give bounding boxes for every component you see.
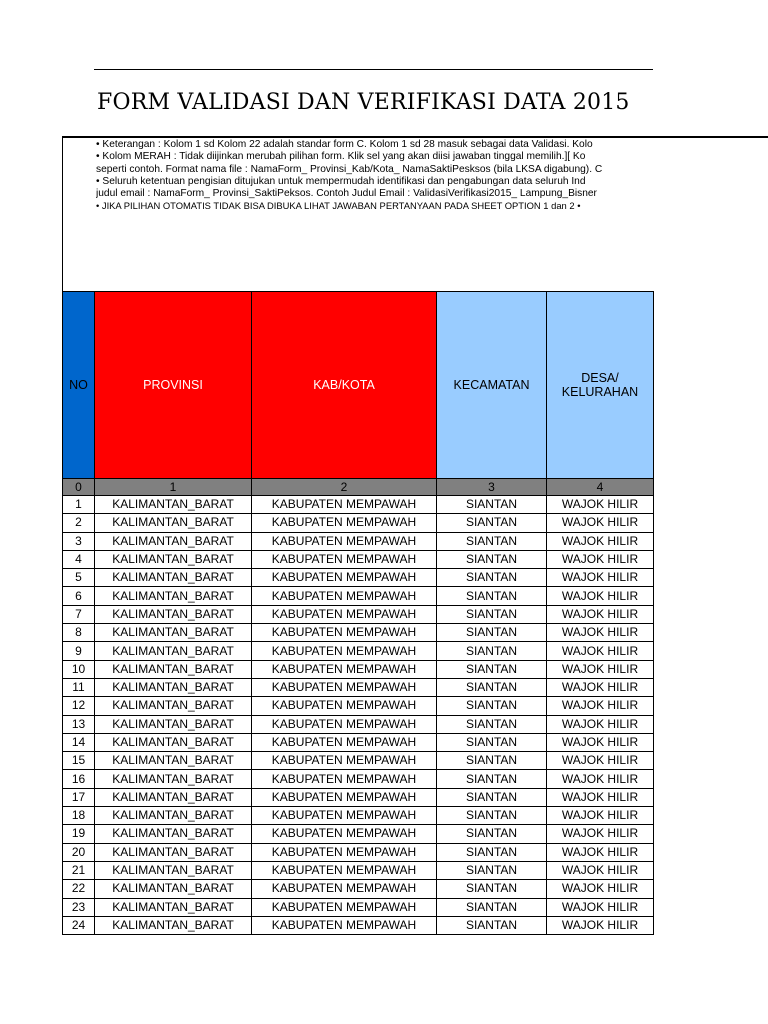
table-row bbox=[63, 642, 654, 660]
cell-kabkota[interactable]: KABUPATEN MEMPAWAH bbox=[252, 770, 437, 788]
notes-top-border bbox=[62, 136, 768, 138]
cell-provinsi[interactable]: KALIMANTAN_BARAT bbox=[95, 550, 252, 568]
cell-kecamatan[interactable]: SIANTAN bbox=[437, 843, 547, 861]
cell-desa[interactable]: WAJOK HILIR bbox=[547, 660, 654, 678]
cell-no[interactable]: 23 bbox=[63, 898, 95, 916]
cell-kabkota[interactable]: KABUPATEN MEMPAWAH bbox=[252, 496, 437, 514]
table-row bbox=[63, 660, 654, 678]
cell-provinsi[interactable]: KALIMANTAN_BARAT bbox=[95, 514, 252, 532]
cell-desa[interactable]: WAJOK HILIR bbox=[547, 569, 654, 587]
table-row bbox=[63, 697, 654, 715]
data-table bbox=[62, 291, 654, 935]
note-line: • Kolom MERAH : Tidak diijinkan merubah pilihan form. Klik sel yang akan diisi jawaban tinggal memilih.][ Ko bbox=[96, 151, 586, 163]
cell-no[interactable]: 24 bbox=[63, 916, 95, 934]
header-cell-kecamatan[interactable]: KECAMATAN bbox=[437, 292, 547, 479]
table-row bbox=[63, 733, 654, 751]
table-row bbox=[63, 843, 654, 861]
cell-kecamatan[interactable]: SIANTAN bbox=[437, 660, 547, 678]
cell-no[interactable]: 9 bbox=[63, 642, 95, 660]
table-row bbox=[63, 496, 654, 514]
note-line: • Seluruh ketentuan pengisian ditujukan untuk mempermudah identifikasi dan pengabungan data seluruh Ind bbox=[96, 175, 586, 187]
cell-kabkota[interactable]: KABUPATEN MEMPAWAH bbox=[252, 532, 437, 550]
cell-desa[interactable]: WAJOK HILIR bbox=[547, 916, 654, 934]
cell-no[interactable]: 1 bbox=[63, 496, 95, 514]
cell-provinsi[interactable]: KALIMANTAN_BARAT bbox=[95, 605, 252, 623]
cell-kecamatan[interactable]: SIANTAN bbox=[437, 788, 547, 806]
notes-block bbox=[96, 139, 768, 213]
cell-kecamatan[interactable]: SIANTAN bbox=[437, 733, 547, 751]
cell-desa[interactable]: WAJOK HILIR bbox=[547, 532, 654, 550]
header-cell-no[interactable]: NO bbox=[63, 292, 95, 479]
table-row bbox=[63, 752, 654, 770]
table-row bbox=[63, 825, 654, 843]
cell-desa[interactable]: WAJOK HILIR bbox=[547, 788, 654, 806]
cell-kabkota[interactable]: KABUPATEN MEMPAWAH bbox=[252, 569, 437, 587]
column-index-cell[interactable]: 0 bbox=[63, 479, 95, 496]
cell-provinsi[interactable]: KALIMANTAN_BARAT bbox=[95, 733, 252, 751]
notes-left-border bbox=[62, 136, 63, 292]
cell-kecamatan[interactable]: SIANTAN bbox=[437, 496, 547, 514]
cell-no[interactable]: 3 bbox=[63, 532, 95, 550]
cell-desa[interactable]: WAJOK HILIR bbox=[547, 807, 654, 825]
cell-desa[interactable]: WAJOK HILIR bbox=[547, 514, 654, 532]
table-row bbox=[63, 514, 654, 532]
cell-kecamatan[interactable]: SIANTAN bbox=[437, 880, 547, 898]
cell-provinsi[interactable]: KALIMANTAN_BARAT bbox=[95, 532, 252, 550]
cell-kabkota[interactable]: KABUPATEN MEMPAWAH bbox=[252, 825, 437, 843]
note-line: • Keterangan : Kolom 1 sd Kolom 22 adalah standar form C. Kolom 1 sd 28 masuk sebagai data Validasi. Kolo bbox=[96, 139, 593, 150]
cell-no[interactable]: 4 bbox=[63, 550, 95, 568]
cell-no[interactable]: 19 bbox=[63, 825, 95, 843]
cell-no[interactable]: 18 bbox=[63, 807, 95, 825]
cell-provinsi[interactable]: KALIMANTAN_BARAT bbox=[95, 916, 252, 934]
cell-desa[interactable]: WAJOK HILIR bbox=[547, 825, 654, 843]
cell-kecamatan[interactable]: SIANTAN bbox=[437, 569, 547, 587]
cell-kecamatan[interactable]: SIANTAN bbox=[437, 752, 547, 770]
cell-provinsi[interactable]: KALIMANTAN_BARAT bbox=[95, 880, 252, 898]
cell-kecamatan[interactable]: SIANTAN bbox=[437, 605, 547, 623]
table-row bbox=[63, 770, 654, 788]
cell-desa[interactable]: WAJOK HILIR bbox=[547, 550, 654, 568]
cell-provinsi[interactable]: KALIMANTAN_BARAT bbox=[95, 788, 252, 806]
cell-kecamatan[interactable]: SIANTAN bbox=[437, 624, 547, 642]
table-row bbox=[63, 916, 654, 934]
cell-provinsi[interactable]: KALIMANTAN_BARAT bbox=[95, 569, 252, 587]
cell-desa[interactable]: WAJOK HILIR bbox=[547, 642, 654, 660]
cell-no[interactable]: 12 bbox=[63, 697, 95, 715]
cell-desa[interactable]: WAJOK HILIR bbox=[547, 678, 654, 696]
cell-no[interactable]: 2 bbox=[63, 514, 95, 532]
cell-desa[interactable]: WAJOK HILIR bbox=[547, 605, 654, 623]
cell-no[interactable]: 14 bbox=[63, 733, 95, 751]
header-cell-desa[interactable] bbox=[547, 292, 654, 479]
note-line: judul email : NamaForm_ Provinsi_SaktiPeksos. Contoh Judul Email : ValidasiVerifikasi2015_ Lampung_Bisner bbox=[96, 188, 597, 200]
cell-provinsi[interactable]: KALIMANTAN_BARAT bbox=[95, 861, 252, 879]
page-title: FORM VALIDASI DAN VERIFIKASI DATA 2015 bbox=[97, 90, 630, 115]
cell-kabkota[interactable]: KABUPATEN MEMPAWAH bbox=[252, 587, 437, 605]
cell-no[interactable]: 11 bbox=[63, 678, 95, 696]
table-row bbox=[63, 624, 654, 642]
cell-desa[interactable]: WAJOK HILIR bbox=[547, 752, 654, 770]
cell-no[interactable]: 10 bbox=[63, 660, 95, 678]
cell-kabkota[interactable]: KABUPATEN MEMPAWAH bbox=[252, 807, 437, 825]
cell-kecamatan[interactable]: SIANTAN bbox=[437, 898, 547, 916]
cell-provinsi[interactable]: KALIMANTAN_BARAT bbox=[95, 678, 252, 696]
cell-kecamatan[interactable]: SIANTAN bbox=[437, 678, 547, 696]
cell-provinsi[interactable]: KALIMANTAN_BARAT bbox=[95, 587, 252, 605]
cell-no[interactable]: 17 bbox=[63, 788, 95, 806]
cell-desa[interactable]: WAJOK HILIR bbox=[547, 587, 654, 605]
cell-kabkota[interactable]: KABUPATEN MEMPAWAH bbox=[252, 898, 437, 916]
table-row bbox=[63, 569, 654, 587]
cell-kecamatan[interactable]: SIANTAN bbox=[437, 642, 547, 660]
cell-kecamatan[interactable]: SIANTAN bbox=[437, 532, 547, 550]
column-index-cell[interactable]: 3 bbox=[437, 479, 547, 496]
cell-no[interactable]: 15 bbox=[63, 752, 95, 770]
cell-kecamatan[interactable]: SIANTAN bbox=[437, 715, 547, 733]
cell-desa[interactable]: WAJOK HILIR bbox=[547, 624, 654, 642]
cell-kabkota[interactable]: KABUPATEN MEMPAWAH bbox=[252, 715, 437, 733]
cell-kecamatan[interactable]: SIANTAN bbox=[437, 587, 547, 605]
table-row bbox=[63, 880, 654, 898]
cell-kabkota[interactable]: KABUPATEN MEMPAWAH bbox=[252, 660, 437, 678]
cell-provinsi[interactable]: KALIMANTAN_BARAT bbox=[95, 825, 252, 843]
cell-kabkota[interactable]: KABUPATEN MEMPAWAH bbox=[252, 550, 437, 568]
column-index-cell[interactable]: 1 bbox=[95, 479, 252, 496]
cell-kecamatan[interactable]: SIANTAN bbox=[437, 825, 547, 843]
note-line: • JIKA PILIHAN OTOMATIS TIDAK BISA DIBUKA LIHAT JAWABAN PERTANYAAN PADA SHEET OPTION 1 dan 2 • bbox=[96, 200, 581, 212]
cell-desa[interactable]: WAJOK HILIR bbox=[547, 715, 654, 733]
cell-no[interactable]: 6 bbox=[63, 587, 95, 605]
cell-kecamatan[interactable]: SIANTAN bbox=[437, 697, 547, 715]
cell-kabkota[interactable]: KABUPATEN MEMPAWAH bbox=[252, 916, 437, 934]
cell-desa[interactable]: WAJOK HILIR bbox=[547, 697, 654, 715]
header-row bbox=[63, 292, 654, 479]
cell-kabkota[interactable]: KABUPATEN MEMPAWAH bbox=[252, 843, 437, 861]
cell-provinsi[interactable]: KALIMANTAN_BARAT bbox=[95, 624, 252, 642]
cell-kabkota[interactable]: KABUPATEN MEMPAWAH bbox=[252, 697, 437, 715]
table-row bbox=[63, 807, 654, 825]
cell-provinsi[interactable]: KALIMANTAN_BARAT bbox=[95, 660, 252, 678]
cell-kabkota[interactable]: KABUPATEN MEMPAWAH bbox=[252, 514, 437, 532]
table-row bbox=[63, 898, 654, 916]
cell-kabkota[interactable]: KABUPATEN MEMPAWAH bbox=[252, 752, 437, 770]
top-rule bbox=[94, 69, 653, 70]
cell-kecamatan[interactable]: SIANTAN bbox=[437, 807, 547, 825]
note-line: seperti contoh. Format nama file : NamaForm_ Provinsi_Kab/Kota_ NamaSaktiPesksos (bila LKSA digabung). C bbox=[96, 163, 603, 175]
cell-desa[interactable]: WAJOK HILIR bbox=[547, 898, 654, 916]
cell-kecamatan[interactable]: SIANTAN bbox=[437, 916, 547, 934]
header-desa-line2: KELURAHAN bbox=[561, 385, 639, 399]
cell-kabkota[interactable]: KABUPATEN MEMPAWAH bbox=[252, 733, 437, 751]
cell-kecamatan[interactable]: SIANTAN bbox=[437, 861, 547, 879]
header-cell-kabkota[interactable]: KAB/KOTA bbox=[252, 292, 437, 479]
column-index-row bbox=[63, 479, 654, 496]
cell-provinsi[interactable]: KALIMANTAN_BARAT bbox=[95, 898, 252, 916]
cell-provinsi[interactable]: KALIMANTAN_BARAT bbox=[95, 496, 252, 514]
cell-desa[interactable]: WAJOK HILIR bbox=[547, 496, 654, 514]
cell-kabkota[interactable]: KABUPATEN MEMPAWAH bbox=[252, 624, 437, 642]
cell-desa[interactable]: WAJOK HILIR bbox=[547, 733, 654, 751]
cell-desa[interactable]: WAJOK HILIR bbox=[547, 770, 654, 788]
cell-provinsi[interactable]: KALIMANTAN_BARAT bbox=[95, 752, 252, 770]
cell-kabkota[interactable]: KABUPATEN MEMPAWAH bbox=[252, 678, 437, 696]
table-row bbox=[63, 715, 654, 733]
column-index-cell[interactable]: 2 bbox=[252, 479, 437, 496]
header-cell-provinsi[interactable]: PROVINSI bbox=[95, 292, 252, 479]
cell-no[interactable]: 20 bbox=[63, 843, 95, 861]
cell-no[interactable]: 7 bbox=[63, 605, 95, 623]
table-row bbox=[63, 532, 654, 550]
cell-no[interactable]: 16 bbox=[63, 770, 95, 788]
cell-desa[interactable]: WAJOK HILIR bbox=[547, 880, 654, 898]
cell-kabkota[interactable]: KABUPATEN MEMPAWAH bbox=[252, 605, 437, 623]
table-row bbox=[63, 605, 654, 623]
column-index-cell[interactable]: 4 bbox=[547, 479, 654, 496]
cell-provinsi[interactable]: KALIMANTAN_BARAT bbox=[95, 843, 252, 861]
cell-kecamatan[interactable]: SIANTAN bbox=[437, 514, 547, 532]
cell-provinsi[interactable]: KALIMANTAN_BARAT bbox=[95, 697, 252, 715]
table-row bbox=[63, 587, 654, 605]
cell-kecamatan[interactable]: SIANTAN bbox=[437, 770, 547, 788]
cell-kabkota[interactable]: KABUPATEN MEMPAWAH bbox=[252, 861, 437, 879]
cell-kecamatan[interactable]: SIANTAN bbox=[437, 550, 547, 568]
cell-provinsi[interactable]: KALIMANTAN_BARAT bbox=[95, 807, 252, 825]
cell-no[interactable]: 13 bbox=[63, 715, 95, 733]
table-row bbox=[63, 861, 654, 879]
table-row bbox=[63, 678, 654, 696]
table-body bbox=[63, 479, 654, 935]
cell-desa[interactable]: WAJOK HILIR bbox=[547, 843, 654, 861]
cell-no[interactable]: 21 bbox=[63, 861, 95, 879]
cell-desa[interactable]: WAJOK HILIR bbox=[547, 861, 654, 879]
cell-kabkota[interactable]: KABUPATEN MEMPAWAH bbox=[252, 880, 437, 898]
cell-no[interactable]: 5 bbox=[63, 569, 95, 587]
cell-no[interactable]: 22 bbox=[63, 880, 95, 898]
table-row bbox=[63, 788, 654, 806]
cell-provinsi[interactable]: KALIMANTAN_BARAT bbox=[95, 770, 252, 788]
cell-no[interactable]: 8 bbox=[63, 624, 95, 642]
cell-provinsi[interactable]: KALIMANTAN_BARAT bbox=[95, 642, 252, 660]
header-desa-line1: DESA/ bbox=[581, 371, 619, 385]
cell-kabkota[interactable]: KABUPATEN MEMPAWAH bbox=[252, 788, 437, 806]
cell-provinsi[interactable]: KALIMANTAN_BARAT bbox=[95, 715, 252, 733]
cell-kabkota[interactable]: KABUPATEN MEMPAWAH bbox=[252, 642, 437, 660]
table-row bbox=[63, 550, 654, 568]
